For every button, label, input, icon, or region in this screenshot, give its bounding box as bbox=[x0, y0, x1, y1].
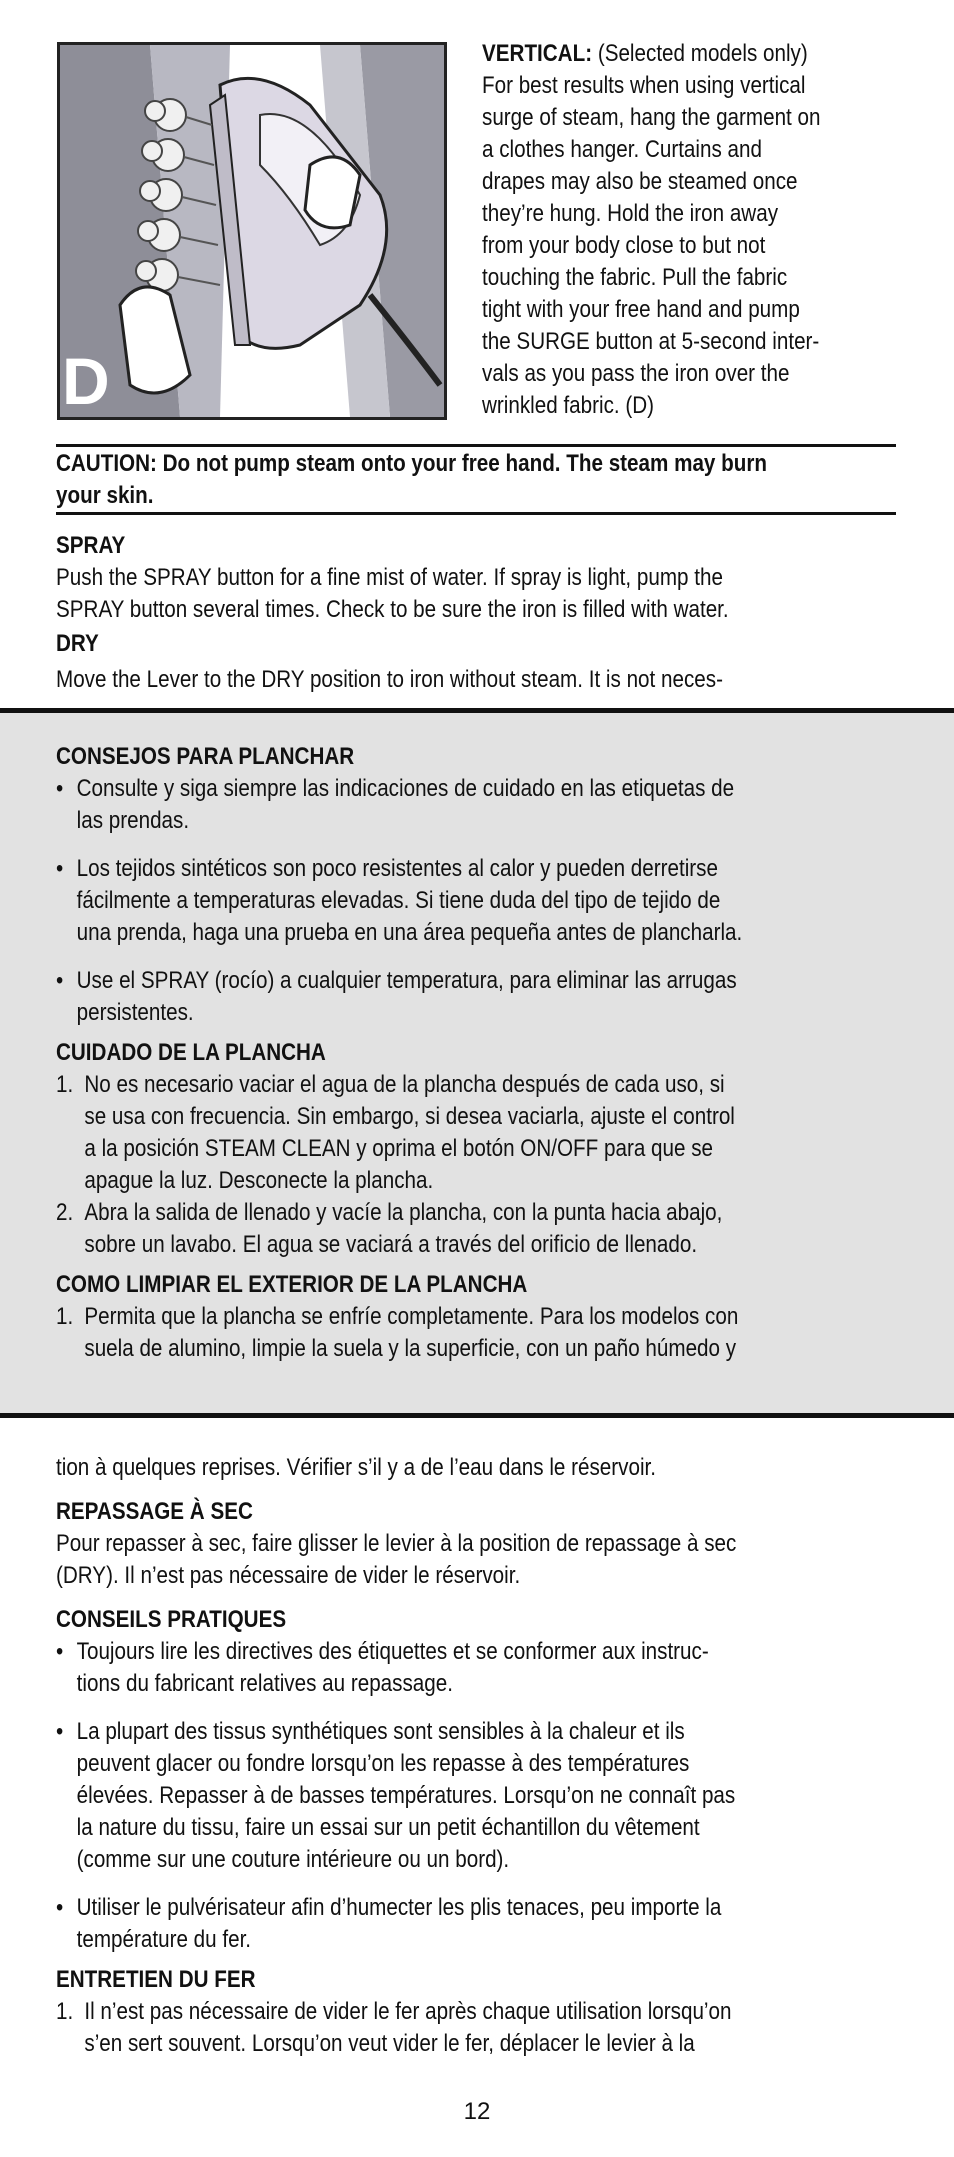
page-number: 12 bbox=[463, 2098, 491, 2125]
conseils-heading: CONSEILS PRATIQUES bbox=[56, 1606, 287, 1633]
consejos-heading: CONSEJOS PARA PLANCHAR bbox=[56, 743, 355, 770]
entretien-item-1: 1. Il n’est pas nécessaire de vider le fer après chaque utilisation lorsqu’on s’en sert souvent. Lorsqu’on veut vider le fer, déplacer le levier à la bbox=[56, 1998, 732, 2057]
conseils-item-3: • Utiliser le pulvérisateur afin d’humecter les plis tenaces, peu importe la température du fer. bbox=[56, 1894, 722, 1953]
sec-heading: REPASSAGE À SEC bbox=[56, 1498, 253, 1525]
vertical-line: drapes may also be steamed once bbox=[482, 168, 798, 195]
dry-heading: DRY bbox=[56, 630, 99, 657]
french-section bbox=[56, 1452, 954, 2060]
vertical-line: touching the fabric. Pull the fabric bbox=[482, 264, 788, 291]
caution-line-1: CAUTION: Do not pump steam onto your free hand. The steam may burn bbox=[56, 450, 767, 477]
entretien-heading: ENTRETIEN DU FER bbox=[56, 1966, 256, 1993]
spray-line: Push the SPRAY button for a fine mist of water. If spray is light, pump the bbox=[56, 564, 723, 591]
french-intro: tion à quelques reprises. Vérifier s’il y a de l’eau dans le réservoir. bbox=[56, 1454, 657, 1481]
vertical-steaming-illustration bbox=[60, 45, 444, 417]
consejos-item-3: • Use el SPRAY (rocío) a cualquier temperatura, para eliminar las arrugas persistentes. bbox=[56, 967, 737, 1026]
conseils-item-2: • La plupart des tissus synthétiques sont sensibles à la chaleur et ils peuvent glacer ou fondre lorsqu’on les repasse à des températures élevées. Repasser à de basses températures. Lorsqu’on ne connaît pas la nature du tissu, faire un essai sur un petit échantillon du vêtement (comme sur une couture intérieure ou un bord). bbox=[56, 1718, 736, 1873]
figure-letter: D bbox=[62, 344, 110, 418]
consejos-item-1: • Consulte y siga siempre las indicaciones de cuidado en las etiquetas de las prendas. bbox=[56, 775, 735, 834]
caution-line-2: your skin. bbox=[56, 482, 154, 509]
vertical-line-1: VERTICAL: (Selected models only) bbox=[482, 40, 808, 67]
vertical-line: they’re hung. Hold the iron away bbox=[482, 200, 779, 227]
spray-section bbox=[56, 530, 954, 696]
vertical-line: wrinkled fabric. (D) bbox=[482, 392, 655, 419]
vertical-line: surge of steam, hang the garment on bbox=[482, 104, 821, 131]
vertical-heading: VERTICAL: bbox=[482, 40, 593, 67]
consejos-block bbox=[56, 741, 954, 1365]
cuidado-heading: CUIDADO DE LA PLANCHA bbox=[56, 1039, 326, 1066]
limpiar-item-1: 1. Permita que la plancha se enfríe completamente. Para los modelos con suela de alumino, limpie la suela y la superficie, con un paño húmedo y bbox=[56, 1303, 739, 1362]
caution-block bbox=[56, 448, 954, 512]
vertical-line: tight with your free hand and pump bbox=[482, 296, 800, 323]
vertical-line: the SURGE button at 5-second inter- bbox=[482, 328, 820, 355]
vertical-instructions bbox=[482, 38, 932, 422]
steam-iron-illustration bbox=[57, 42, 447, 420]
vertical-line: a clothes hanger. Curtains and bbox=[482, 136, 762, 163]
spanish-section bbox=[0, 708, 954, 1418]
sec-line: (DRY). Il n’est pas nécessaire de vider le réservoir. bbox=[56, 1562, 521, 1589]
limpiar-heading: COMO LIMPIAR EL EXTERIOR DE LA PLANCHA bbox=[56, 1271, 528, 1298]
caution-top-rule bbox=[56, 444, 896, 447]
dry-line: Move the Lever to the DRY position to iron without steam. It is not neces- bbox=[56, 666, 723, 693]
sec-line: Pour repasser à sec, faire glisser le levier à la position de repassage à sec bbox=[56, 1530, 737, 1557]
spray-heading: SPRAY bbox=[56, 532, 126, 559]
caution-bottom-rule bbox=[56, 512, 896, 515]
cuidado-item-2: 2. Abra la salida de llenado y vacíe la plancha, con la punta hacia abajo, sobre un lavabo. El agua se vaciará a través del orificio de llenado. bbox=[56, 1199, 723, 1258]
vertical-line: from your body close to but not bbox=[482, 232, 766, 259]
consejos-item-2: • Los tejidos sintéticos son poco resistentes al calor y pueden derretirse fácilmente a temperaturas elevadas. Si tiene duda del tipo de tejido de una prenda, haga una prueba en una área pequeña antes de plancharla. bbox=[56, 855, 743, 946]
vertical-line: vals as you pass the iron over the bbox=[482, 360, 790, 387]
vertical-line: For best results when using vertical bbox=[482, 72, 806, 99]
conseils-item-1: • Toujours lire les directives des étiquettes et se conformer aux instruc- tions du fabricant relatives au repassage. bbox=[56, 1638, 709, 1697]
spray-line: SPRAY button several times. Check to be sure the iron is filled with water. bbox=[56, 596, 729, 623]
cuidado-item-1: 1. No es necesario vaciar el agua de la plancha después de cada uso, si se usa con frecuencia. Sin embargo, si desea vaciarla, ajuste el control a la posición STEAM CLEAN y oprima el botón ON/OFF para que se apague la luz. Desconecte la plancha. bbox=[56, 1071, 735, 1194]
